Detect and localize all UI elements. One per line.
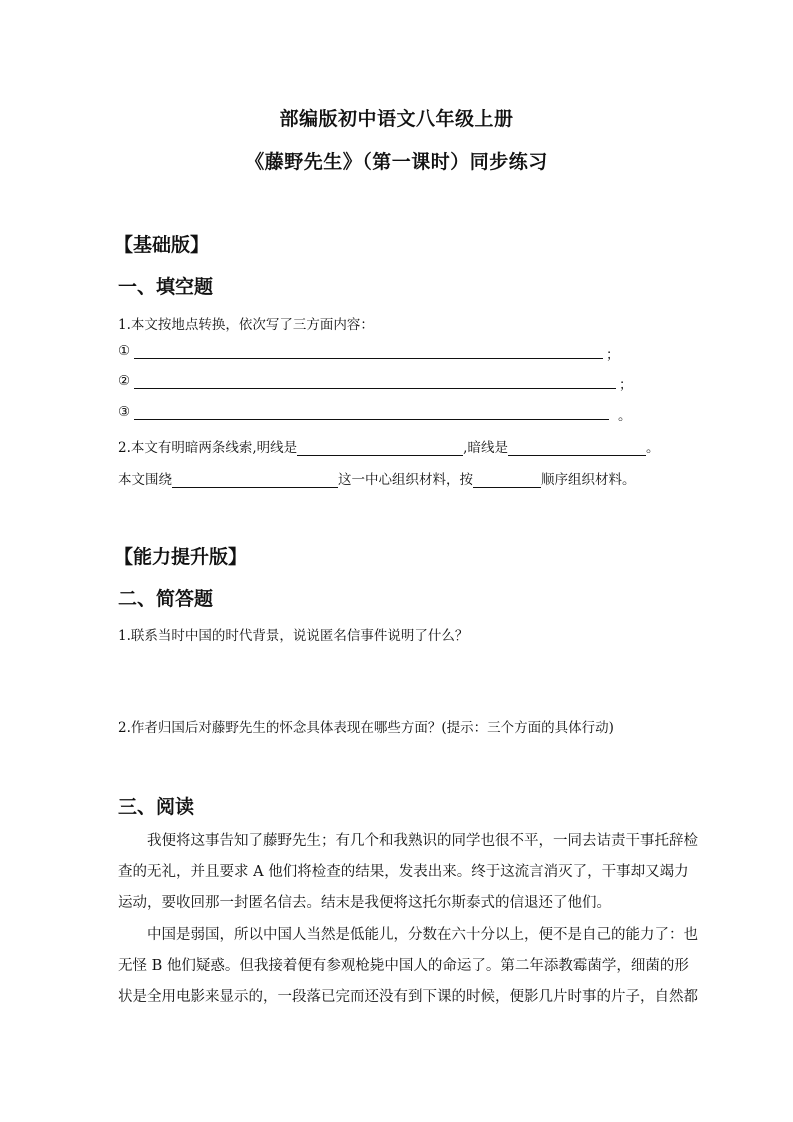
answer-blank-2[interactable] xyxy=(134,388,616,389)
part-one-title: 一、填空题 xyxy=(118,276,214,298)
short-answer-question-1: 1.联系当时中国的时代背景，说说匿名信事件说明了什么？ xyxy=(118,628,469,644)
document-title-line-1: 部编版初中语文八年级上册 xyxy=(279,108,514,130)
part-two-title: 二、简答题 xyxy=(118,588,214,610)
central-theme-blank[interactable] xyxy=(172,472,338,488)
advanced-level-heading: 【能力提升版】 xyxy=(114,546,248,568)
blank-1-marker: ① xyxy=(118,343,131,359)
answer-blank-3[interactable] xyxy=(134,419,609,420)
answer-blank-1[interactable] xyxy=(134,358,603,359)
question-3-part-b: 这一中心组织材料，按 xyxy=(338,472,473,488)
blank-1-end: ； xyxy=(606,347,620,363)
question-3-line xyxy=(118,468,636,488)
passage-paragraph-2-line-3: 状是全用电影来显示的，一段落已完而还没有到下课的时候，便影几片时事的片子，自然都 xyxy=(118,989,698,1005)
short-answer-question-2: 2.作者归国后对藤野先生的怀念具体表现在哪些方面？(提示：三个方面的具体行动) xyxy=(118,720,614,736)
question-2-part-b: ,暗线是 xyxy=(463,440,508,456)
hidden-clue-blank[interactable] xyxy=(508,440,646,456)
passage-paragraph-2-line-2: 无怪 B 他们疑惑。但我接着便有参观枪毙中国人的命运了。第二年添教霉菌学，细菌的形 xyxy=(118,958,689,974)
part-three-title: 三、阅读 xyxy=(118,796,195,818)
question-3-part-c: 顺序组织材料。 xyxy=(541,472,636,488)
passage-paragraph-2-line-1: 中国是弱国，所以中国人当然是低能儿，分数在六十分以上，便不是自己的能力了：也 xyxy=(147,927,698,943)
basic-level-heading: 【基础版】 xyxy=(114,234,210,256)
blank-3-marker: ③ xyxy=(118,404,131,420)
document-title-line-2: 《藤野先生》（第一课时）同步练习 xyxy=(245,151,548,173)
passage-paragraph-1-line-3: 运动，要收回那一封匿名信去。结末是我便将这托尔斯泰式的信退还了他们。 xyxy=(118,895,611,911)
order-blank[interactable] xyxy=(473,472,541,488)
blank-3-end: 。 xyxy=(618,408,632,424)
blank-2-end: ； xyxy=(619,377,633,393)
question-1-text: 1.本文按地点转换，依次写了三方面内容： xyxy=(118,317,374,333)
passage-paragraph-1-line-2: 查的无礼，并且要求 A 他们将检查的结果，发表出来。终于这流言消灭了，干事却又竭力 xyxy=(118,864,689,880)
question-2-line xyxy=(118,436,659,456)
main-clue-blank[interactable] xyxy=(297,440,463,456)
question-3-part-a: 本文围绕 xyxy=(118,472,172,488)
passage-paragraph-1-line-1: 我便将这事告知了藤野先生；有几个和我熟识的同学也很不平，一同去诘责干事托辞检 xyxy=(147,833,698,849)
blank-2-marker: ② xyxy=(118,373,131,389)
question-2-part-c: 。 xyxy=(645,440,660,456)
question-2-part-a: 2.本文有明暗两条线索,明线是 xyxy=(118,440,298,456)
